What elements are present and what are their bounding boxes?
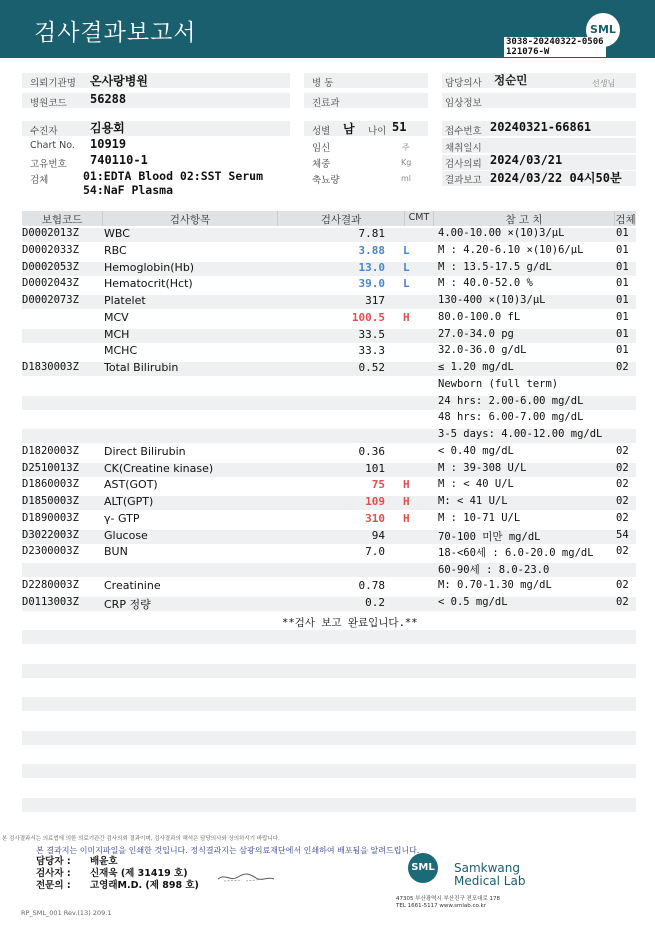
insurance-code: D2280003Z — [22, 578, 79, 591]
doctor-suffix: 선생님 — [592, 79, 616, 88]
company-logo-text: SML — [411, 862, 435, 873]
col-header-test: 검사항목 — [169, 214, 211, 226]
report-date-value: 2024/03/22 04시50분 — [490, 171, 622, 185]
test-name: Creatinine — [104, 578, 161, 592]
test-result: 33.5 — [358, 327, 385, 341]
receipt-label: 접수번호 — [445, 126, 482, 137]
test-name: Glucose — [104, 528, 148, 542]
collect-label: 채취일시 — [445, 143, 482, 154]
test-name: MCV — [104, 310, 129, 324]
test-name: Total Bilirubin — [104, 361, 179, 374]
reference-range: < 0.5 mg/dL — [438, 595, 508, 608]
insurance-code: D2300003Z — [22, 545, 79, 558]
column-divider — [277, 211, 278, 226]
ward-label: 병 동 — [312, 78, 334, 89]
tester-label: 검사자 : — [36, 868, 71, 879]
col-header-specimen: 검체 — [615, 214, 636, 226]
insurance-code: D1830003Z — [22, 361, 79, 373]
patient-label: 수진자 — [30, 126, 58, 137]
test-result: 101 — [365, 461, 385, 475]
test-result: 7.0 — [365, 545, 385, 559]
report-number-line1: 3038-20240322-0506 — [506, 37, 604, 47]
reference-range: Newborn (full term) — [438, 377, 559, 390]
signature-icon — [216, 870, 276, 884]
company-address: 47305 부산광역시 부산진구 전포대로 178 — [396, 896, 501, 902]
test-result: 0.36 — [358, 444, 385, 458]
reference-range: M: < 41 U/L — [438, 495, 508, 507]
reference-range: ≤ 1.20 mg/dL — [438, 361, 514, 373]
insurance-code: D1860003Z — [22, 478, 79, 491]
reference-range: 48 hrs: 6.00-7.00 mg/dL — [438, 411, 584, 424]
specimen-label: 검체 — [30, 175, 49, 186]
hospital-code-value: 56288 — [90, 92, 127, 106]
insurance-code: D0113003Z — [22, 595, 79, 608]
doctor-label: 담당의사 — [445, 78, 482, 89]
reference-range: M : 4.20-6.10 ×(10)6/μL — [438, 243, 584, 256]
specimen-code: 02 — [616, 545, 629, 558]
insurance-code: D2510013Z — [22, 461, 79, 474]
company-contact: TEL 1661-5117 www.smlab.co.kr — [396, 903, 486, 909]
reference-range: M : 13.5-17.5 g/dL — [438, 260, 552, 273]
insurance-code: D3022003Z — [22, 528, 79, 541]
legal-note: 본 검사결과서는 의료법에 의한 의료기관간 검사의뢰 결과이며, 검사결과의 해석은 담당의사와 상의하시기 바랍니다. — [2, 836, 280, 842]
row-band — [22, 664, 636, 678]
column-divider — [404, 211, 405, 226]
print-note: 본 결과지는 이미지파일을 인쇄한 것입니다. 정식결과지는 삼광의료재단에서 인쇄하여 배포됨을 알려드립니다. — [36, 846, 420, 855]
specimen-code: 01 — [616, 243, 629, 256]
reference-range: 3-5 days: 4.00-12.00 mg/dL — [438, 428, 603, 440]
test-result: 100.5 — [351, 310, 385, 324]
hospital-code-label: 병원코드 — [30, 98, 67, 109]
result-flag: L — [403, 277, 410, 291]
specimen-code: 01 — [616, 277, 629, 290]
pregnancy-unit: 주 — [402, 143, 410, 152]
row-band — [22, 630, 636, 644]
test-result: 0.52 — [358, 361, 385, 374]
doctor-value: 정순민 — [494, 73, 528, 87]
specimen-code: 02 — [616, 495, 629, 507]
specimen-code: 01 — [616, 260, 629, 273]
row-band — [22, 798, 636, 812]
reference-range: 27.0-34.0 pg — [438, 327, 514, 340]
test-name: CK(Creatine kinase) — [104, 461, 214, 475]
test-result: 33.3 — [358, 344, 385, 358]
reference-range: < 0.40 mg/dL — [438, 444, 514, 457]
weight-label: 체중 — [312, 159, 331, 170]
insurance-code: D1850003Z — [22, 495, 79, 507]
test-result: 75 — [371, 478, 385, 492]
result-flag: H — [403, 495, 410, 508]
test-name: RBC — [104, 243, 127, 257]
test-name: AST(GOT) — [104, 478, 158, 492]
company-name — [454, 862, 525, 888]
report-date-label: 결과보고 — [445, 175, 482, 186]
insurance-code: D1890003Z — [22, 511, 79, 524]
test-name: Hemoglobin(Hb) — [104, 260, 195, 274]
test-result: 317 — [365, 294, 385, 307]
reference-range: 130-400 ×(10)3/μL — [438, 294, 546, 306]
specimen-code: 02 — [616, 361, 629, 373]
result-flag: L — [403, 243, 410, 257]
specimen-code: 02 — [616, 511, 629, 524]
reference-range: 4.00-10.00 ×(10)3/μL — [438, 227, 565, 239]
test-name: MCH — [104, 327, 130, 341]
result-flag: H — [403, 310, 410, 324]
reference-range: 70-100 미만 mg/dL — [438, 530, 541, 543]
result-flag: H — [403, 478, 410, 492]
specialist-value: 고영래M.D. (제 898 호) — [90, 880, 199, 891]
clinical-label: 임상정보 — [445, 98, 482, 109]
insurance-code: D0002053Z — [22, 260, 79, 273]
test-name: ALT(GPT) — [104, 495, 154, 508]
test-result: 3.88 — [358, 243, 385, 257]
reference-range: M: 0.70-1.30 mg/dL — [438, 578, 552, 591]
col-header-code: 보험코드 — [41, 214, 83, 226]
insurance-code: D0002013Z — [22, 227, 79, 239]
specimen-code: 54 — [616, 528, 629, 541]
test-result: 109 — [365, 495, 385, 508]
column-divider — [102, 211, 103, 226]
test-name: γ- GTP — [104, 511, 140, 525]
reference-range: 80.0-100.0 fL — [438, 310, 521, 323]
specimen-code: 01 — [616, 294, 629, 306]
id-label: 고유번호 — [30, 159, 67, 170]
chart-label: Chart No. — [30, 140, 75, 151]
logo-text: SML — [590, 23, 616, 36]
report-title: 검사결과보고서 — [34, 20, 197, 46]
specimen-code: 01 — [616, 327, 629, 340]
result-flag: L — [403, 260, 410, 274]
row-band — [22, 697, 636, 711]
company-line1: Samkwang — [454, 861, 520, 875]
company-logo-icon — [408, 853, 438, 883]
insurance-code: D0002043Z — [22, 277, 79, 290]
manager-label: 담당자 : — [36, 856, 71, 867]
reference-range: 24 hrs: 2.00-6.00 mg/dL — [438, 394, 584, 407]
reference-range: M : 10-71 U/L — [438, 511, 521, 524]
sex-value: 남 — [343, 122, 355, 136]
id-value: 740110-1 — [90, 153, 148, 167]
urine-label: 축뇨량 — [312, 175, 340, 186]
test-name: BUN — [104, 545, 128, 559]
reference-range: 60-90세 : 8.0-23.0 — [438, 564, 550, 576]
test-name: MCHC — [104, 344, 138, 358]
report-number-line2: 121076-W — [506, 47, 550, 57]
pregnancy-label: 임신 — [312, 143, 331, 154]
institution-label: 의뢰기관명 — [30, 78, 76, 89]
specialist-label: 전문의 : — [36, 880, 71, 891]
age-value: 51 — [392, 120, 407, 134]
col-header-result: 검사결과 — [320, 214, 362, 226]
form-code: RP_SML_001 Rev.(13) 209.1 — [21, 909, 112, 917]
specimen-line2: 54:NaF Plasma — [83, 183, 174, 197]
info-band — [22, 121, 290, 136]
urine-unit: ml — [401, 174, 412, 183]
weight-unit: Kg — [401, 158, 412, 167]
test-name: CRP 정량 — [104, 597, 151, 611]
test-name: Hematocrit(Hct) — [104, 277, 193, 291]
specimen-code: 01 — [616, 227, 629, 239]
specimen-code: 01 — [616, 310, 629, 323]
specimen-code: 01 — [616, 344, 629, 357]
insurance-code: D0002073Z — [22, 294, 79, 306]
specimen-line1: 01:EDTA Blood 02:SST Serum — [83, 169, 264, 183]
reference-range: 18-<60세 : 6.0-20.0 mg/dL — [438, 547, 594, 560]
test-result: 310 — [365, 511, 385, 525]
report-number — [504, 37, 606, 57]
test-name: Platelet — [104, 294, 146, 307]
reference-range: M : 40.0-52.0 % — [438, 277, 533, 290]
test-result: 7.81 — [358, 227, 385, 240]
test-result: 13.0 — [358, 260, 385, 274]
row-band — [22, 764, 636, 778]
age-label: 나이 — [368, 126, 387, 137]
test-result: 94 — [371, 528, 385, 542]
test-name: Direct Bilirubin — [104, 444, 186, 458]
specimen-code: 02 — [616, 595, 629, 608]
reference-range: M : < 40 U/L — [438, 478, 514, 491]
specimen-code: 02 — [616, 461, 629, 474]
specimen-code: 02 — [616, 478, 629, 491]
test-result: 0.2 — [365, 595, 385, 609]
result-flag: H — [403, 511, 410, 525]
col-header-reference: 참 고 치 — [505, 214, 543, 226]
patient-value: 김용회 — [90, 121, 125, 135]
test-result: 0.78 — [358, 578, 385, 592]
sex-label: 성별 — [312, 126, 331, 137]
row-band — [22, 731, 636, 745]
reference-range: M : 39-308 U/L — [438, 461, 527, 474]
column-divider — [614, 211, 615, 226]
dept-label: 진료과 — [312, 98, 340, 109]
test-name: WBC — [104, 227, 130, 240]
request-value: 2024/03/21 — [490, 153, 563, 167]
insurance-code: D0002033Z — [22, 243, 79, 256]
tester-value: 신재욱 (제 31419 호) — [90, 868, 188, 879]
receipt-value: 20240321-66861 — [490, 120, 592, 134]
insurance-code: D1820003Z — [22, 444, 79, 457]
specimen-code: 02 — [616, 444, 629, 457]
specimen-code: 02 — [616, 578, 629, 591]
company-line2: Medical Lab — [454, 874, 526, 888]
col-header-cmt: CMT — [408, 212, 430, 223]
request-label: 검사의뢰 — [445, 159, 482, 170]
institution-value: 온사랑병원 — [90, 74, 148, 88]
manager-value: 배윤호 — [90, 856, 118, 867]
test-result: 39.0 — [358, 277, 385, 291]
reference-range: 32.0-36.0 g/dL — [438, 344, 527, 357]
chart-value: 10919 — [90, 137, 127, 151]
end-note: **검사 보고 완료입니다.** — [282, 617, 418, 629]
column-divider — [433, 211, 434, 226]
